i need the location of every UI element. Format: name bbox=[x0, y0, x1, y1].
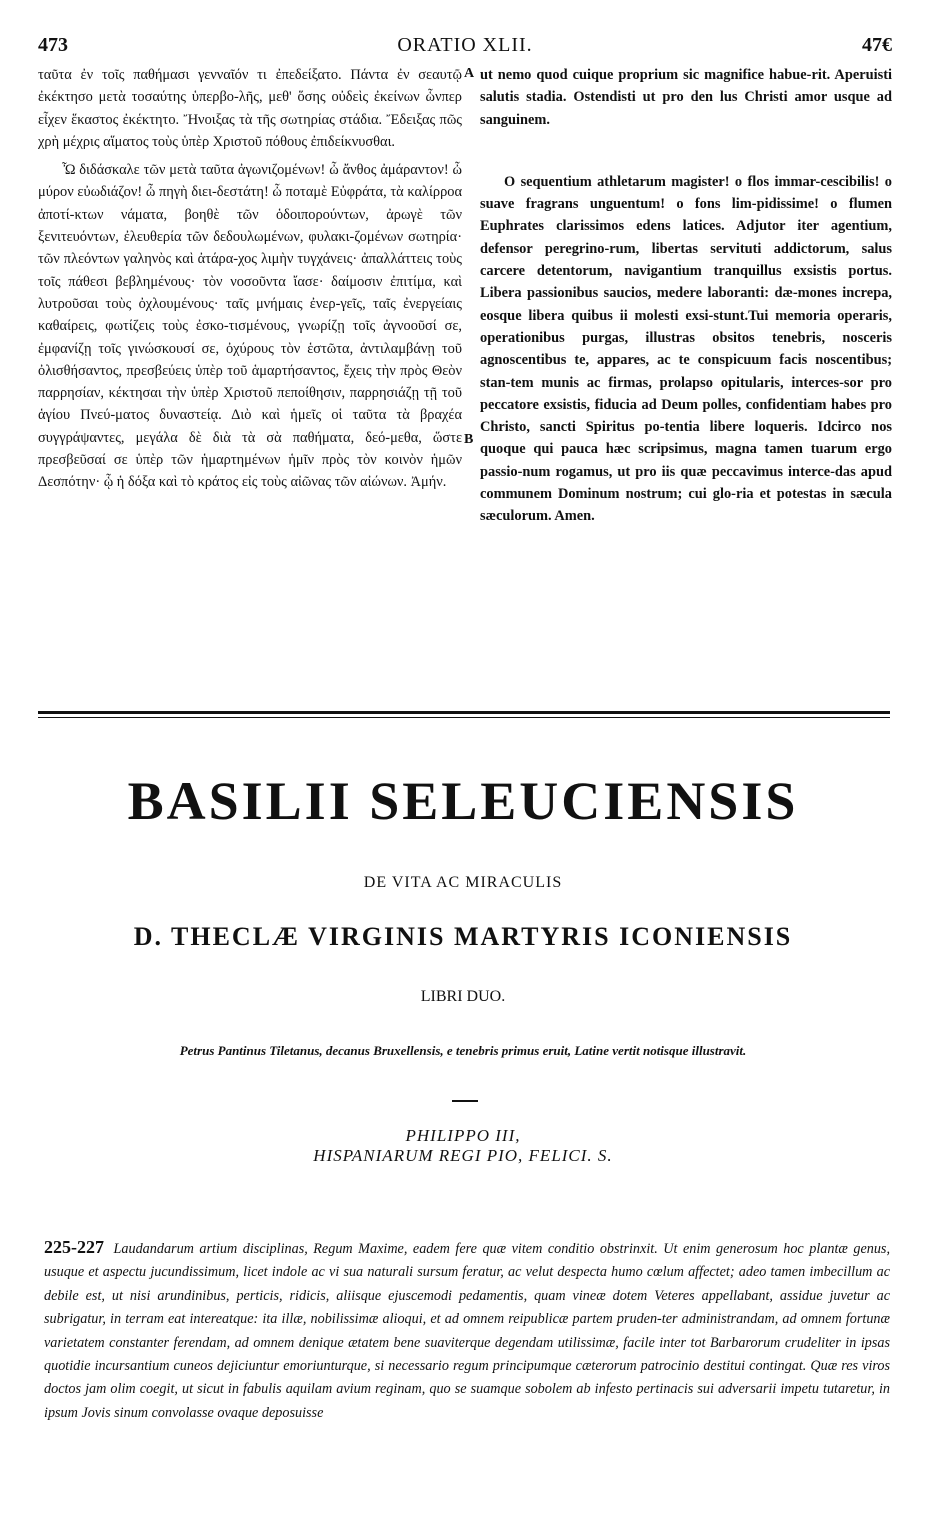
work-subject: D. THECLÆ VIRGINIS MARTYRIS ICONIENSIS bbox=[133, 922, 793, 951]
dedication-body bbox=[44, 1236, 890, 1425]
dedication-line-1: PHILIPPO III, bbox=[405, 1126, 521, 1145]
latin-paragraph-1: ut nemo quod cuique proprium sic magnifice habue-rit. Aperuisti salutis stadia. Ostendisti ut pro den lus Christi amor usque ad sanguinem. bbox=[480, 67, 892, 128]
separator-dash bbox=[452, 1100, 478, 1102]
running-header bbox=[38, 34, 892, 60]
page-number-right: 47€ bbox=[862, 34, 892, 56]
greek-paragraph-2: Ὦ διδάσκαλε τῶν μετὰ ταῦτα ἀγωνιζομένων! ὦ ἄνθος ἀμάραντον! ὦ μύρον εὐωδιάζον! ὦ πηγὴ διει-δεστάτη! ὦ ποταμὲ Εὐφράτα, τὰ καλίρροα ἀποτί-κτων νάματα, βοηθὲ τῶν ὁδοιπορούντων, ἀρωγὲ τῶν ξενιτευόντων, ἐλευθερία τῶν δεδουλωμένων, φυλακι-ζομένων σωτηρία· τῶν πλεόντων γαληνὸς καὶ ἀτάρα-χος λιμὴν τυγχάνεις· ἀπαλλάττεις τοὺς τοῖς πάθεσι βεβλημένους· τὸν νοσοῦντα ἴασε· δαίμοσιν ἐπιτίμα, καὶ λυτροῦσαι τοὺς ὀχλουμένους· ταῖς μνήμαις ἐνερ-γεῖς, ταῖς ἐνεργείαις καθαίρεις, φωτίζεις τοὺς ἐσκο-τισμένους, γνωρίζῃ τοῖς ἀγνοοῦσί σε, ἐμφανίζῃ τοῖς γινώσκουσί σε, ὀχύρους τὸν ἑστῶτα, ἀντιλαμβάνῃ τοῦ ὀλισθήσαντος, πρεσβεύεις ὑπὲρ τοῦ ἁμαρτήσαντος, ἔχεις τὴν πρὸς Θεὸν παρρησίαν, κέκτησαι τὴν ὑπὲρ Χριστοῦ πεποίθησιν, παρρησιάζῃ τῇ τοῦ ἁγίου Πνεύ-ματος δυναστείᾳ. Διὸ καὶ ἡμεῖς οἱ ταῦτα τὰ βραχέα συγγράψαντες, μεγάλα δὲ διὰ τὰ σὰ παθήματα, δεό-μεθα, ὥστε πρεσβεῦσαί σε ὑπὲρ τῶν ἡμαρτημένων ἡμῖν πρὸς τὸν κοινὸν ἡμῶν Δεσπότην· ᾧ ἡ δόξα καὶ τὸ κράτος εἰς τοὺς αἰῶνας τῶν αἰώνων. Ἀμήν. bbox=[38, 162, 462, 491]
running-title: ORATIO XLII. bbox=[397, 34, 533, 56]
dedication-line-2: HISPANIARUM REGI PIO, FELICI. S. bbox=[313, 1146, 613, 1165]
margin-marker-a: A bbox=[464, 66, 475, 81]
margin-marker-b: B bbox=[464, 432, 474, 447]
work-title: BASILII SELEUCIENSIS bbox=[127, 771, 799, 831]
page-number-left: 473 bbox=[38, 34, 68, 56]
latin-paragraph-2: O sequentium athletarum magister! o flos immar-cescibilis! o suave fragrans unguentum! o fons lim-pidissime! o flumen Euphrates clarissimos edens latices. Adjutor iter agentium, defensor peregrino-rum, libertas servituti addictorum, salus carcere detentorum, navigantium tranquillus exsistis portus. Libera passionibus saucios, medere laboranti: dæ-mones increpa, eosque libera quibus ii molesti exsi-stunt.Tui memoria operaris, operationibus purgas, illustras obsitos tenebris, nosceris agnoscentibus te, appares, ac te conspicuum facis noscentibus; stan-tem munis ac firmas, prolapso opitularis, interces-sor pro peccatore exsistis, fiducia ad Deum polles, confidentiam habes pro Christo, sancti Spiritus po-tentia libere loqueris. Idcirco nos quoque qui pauca hæc scripsimus, magna tamen tuarum ergo passio-num rogamus, ut pro iis quæ peccavimus interce-das apud communem Dominum nostrum; cui glo-ria et potestas in sæcula sæculorum. Amen. bbox=[480, 173, 892, 525]
greek-column bbox=[38, 64, 462, 494]
column-number: 225-227 bbox=[44, 1237, 104, 1257]
work-books: LIBRI DUO. bbox=[420, 988, 506, 1005]
section-rule-thin bbox=[38, 717, 890, 718]
greek-paragraph-1: ταῦτα ἐν τοῖς παθήμασι γενναῖόν τι ἐπεδείξατο. Πάντα ἐν σεαυτῷ ἐκέκτησο μετὰ τοσαύτης ὑπερβο-λῆς, μεθ' ὅσης οὐδεὶς ἐκείνων ὧνπερ εἶχεν ἕκαστος ἐκέκτητο. Ἤνοιξας τὰ τῆς σωτηρίας στάδια. Ἔδειξας πῶς χρὴ μέχρις αἵματος τοὺς ὑπὲρ Χριστοῦ πόθους ἐπιδείκνυσθαι. bbox=[38, 67, 462, 150]
latin-column bbox=[480, 64, 892, 528]
dedication-text: Laudandarum artium disciplinas, Regum Maxime, eadem fere quæ vitem conditio obstrinxit. Ut enim generosum hoc plantæ genus, usuque et aspectu jucundissimum, licet indole ac vi sua naturali sursum feratur, ac velut despecta humo cœlum affectet; adeo tamen imbecillum ac debile est, ut nisi arundinibus, perticis, ridicis, aliisque ejuscemodi pedamentis, quam vineæ dotem Veteres appellabant, assidue juvetur ac subrigatur, in terram eat intereatque: ita illæ, nobilissimæ alioqui, et ad omnem reipublicæ partem pruden-ter administrandam, ad omnem fortunæ varietatem constanter ferendam, ad omnem denique ætatem bene suaviterque degendam utilissimæ, facile inter tot Barbarorum crudeliter in ipsas quotidie incursantium cuneos dejiciuntur emoriunturque, si necessario regum principumque cæterorum patrocinio destitui contingat. Quæ res viros doctos jam olim coegit, ut sicut in fabulis aquilam avium reginam, quo se suamque sobolem ab infesto pertinacis sui adversarii impetu tutaretur, in ipsum Jovis sinum convolasse ovaque deposuisse bbox=[44, 1241, 890, 1421]
section-rule-thick bbox=[38, 711, 890, 714]
editor-credit: Petrus Pantinus Tiletanus, decanus Bruxellensis, e tenebris primus eruit, Latine vertit notisque illustravit. bbox=[179, 1043, 747, 1058]
work-subtitle: DE VITA AC MIRACULIS bbox=[363, 874, 563, 891]
